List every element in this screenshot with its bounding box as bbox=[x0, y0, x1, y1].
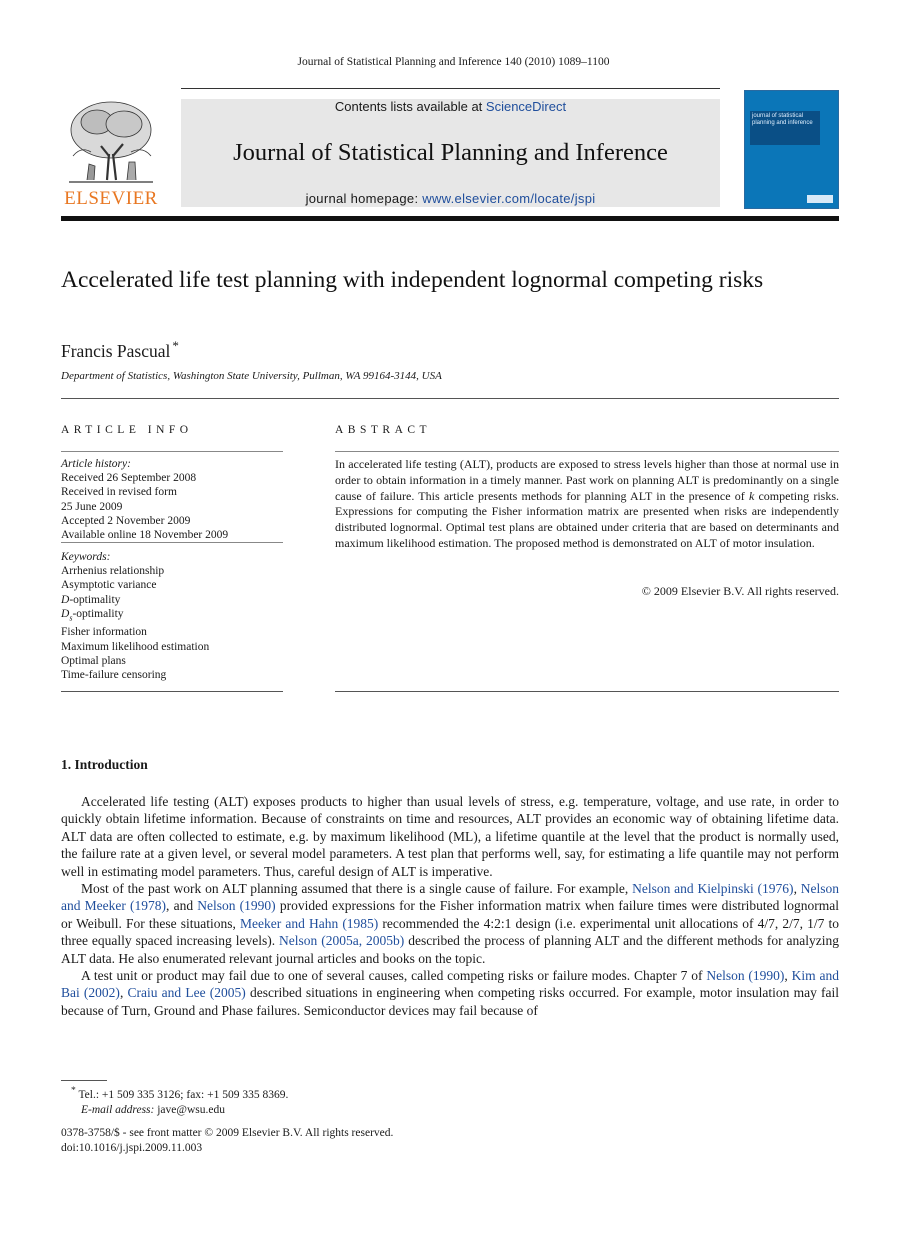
article-title: Accelerated life test planning with independent lognormal competing risks bbox=[61, 267, 764, 293]
running-head: Journal of Statistical Planning and Inference 140 (2010) 1089–1100 bbox=[297, 56, 610, 68]
masthead-top-rule bbox=[181, 88, 720, 89]
abstract-heading: ABSTRACT bbox=[335, 424, 432, 436]
abstract-bottom-rule bbox=[335, 691, 839, 692]
footnote-contact bbox=[61, 1083, 561, 1103]
history-accepted: Accepted 2 November 2009 bbox=[61, 514, 191, 527]
keyword-item: Arrhenius relationship bbox=[61, 565, 165, 578]
title-divider bbox=[61, 398, 839, 399]
text-run: , bbox=[119, 985, 128, 1001]
section-heading-introduction: 1. Introduction bbox=[61, 757, 148, 772]
homepage-link[interactable]: www.elsevier.com/locate/jspi bbox=[422, 191, 596, 206]
journal-cover-thumbnail[interactable] bbox=[744, 90, 839, 209]
keyword-item: D-optimality bbox=[61, 593, 121, 606]
history-online: Available online 18 November 2009 bbox=[61, 529, 229, 542]
author-affiliation: Department of Statistics, Washington State University, Pullman, WA 99164-3144, USA bbox=[61, 370, 442, 382]
cover-title: journal of statistical planning and inference bbox=[750, 111, 820, 145]
cover-elsevier-badge bbox=[807, 195, 833, 203]
keyword-item: Asymptotic variance bbox=[61, 579, 157, 592]
text-run: , bbox=[784, 968, 792, 984]
intro-paragraph-3 bbox=[61, 967, 839, 1019]
citation-link[interactable]: Meeker and Hahn (1985) bbox=[240, 915, 379, 931]
footnote-tel: Tel.: +1 509 335 3126; fax: +1 509 335 8369. bbox=[75, 1088, 289, 1101]
sciencedirect-link[interactable]: ScienceDirect bbox=[485, 99, 567, 114]
history-revised-label: Received in revised form bbox=[61, 486, 177, 499]
author-footnote-mark[interactable]: * bbox=[172, 338, 179, 353]
author-line bbox=[61, 338, 179, 362]
masthead-thick-rule bbox=[61, 216, 839, 221]
keyword-item: $D_s$-optimality bbox=[61, 607, 124, 623]
keyword-item: Fisher information bbox=[61, 626, 147, 639]
history-keywords-rule bbox=[61, 542, 283, 543]
keyword-item: Time-failure censoring bbox=[61, 668, 167, 681]
text-run: described situations in engineering when competing risks occurred. For example, motor insulation may fail because of Turn, Ground and Phase failures. Semiconductor devices may fail because of bbox=[61, 985, 840, 1018]
journal-name: Journal of Statistical Planning and Inference bbox=[233, 139, 668, 166]
introduction-body bbox=[61, 793, 839, 1019]
citation-link[interactable]: Nelson (2005a, 2005b) bbox=[279, 933, 405, 949]
front-matter-info bbox=[61, 1126, 393, 1156]
contents-prefix: Contents lists available at bbox=[334, 99, 486, 114]
journal-homepage bbox=[181, 191, 720, 206]
contents-available bbox=[181, 99, 720, 114]
abstract-copyright: © 2009 Elsevier B.V. All rights reserved. bbox=[641, 584, 839, 598]
citation-link[interactable]: Nelson and Meeker (1978) bbox=[61, 881, 840, 914]
text-run: A test unit or product may fail due to one of several causes, called competing risks or failure modes. Chapter 7 of bbox=[81, 968, 707, 984]
email-label: E-mail address: bbox=[81, 1104, 155, 1117]
citation-link[interactable]: Nelson and Kielpinski (1976) bbox=[632, 881, 794, 897]
keywords-label: Keywords: bbox=[61, 551, 111, 563]
keyword-item: Optimal plans bbox=[61, 654, 126, 667]
citation-link[interactable]: Craiu and Lee (2005) bbox=[127, 985, 246, 1001]
abstract-rule bbox=[335, 451, 839, 452]
author-footnote bbox=[61, 1083, 561, 1119]
text-run: recommended the 4:2:1 design (i.e. experimental unit allocations of 4/7, 2/7, 1/7 to three equally spaced increasing levels). bbox=[61, 915, 839, 949]
abstract-part: In accelerated life testing (ALT), products are exposed to stress levels higher than those at normal use in order to obtain information in a timely manner. Past work on planning ALT is predominantly on a single cause of failure. This article presents methods for planning ALT in the presence of bbox=[335, 457, 839, 503]
footnote-email bbox=[61, 1103, 561, 1119]
text-run: , bbox=[793, 881, 801, 897]
elsevier-tree-icon bbox=[61, 96, 161, 188]
text-run: , and bbox=[166, 898, 198, 914]
article-history bbox=[61, 457, 283, 542]
masthead-banner bbox=[181, 99, 720, 207]
citation-link[interactable]: Nelson (1990) bbox=[706, 968, 785, 984]
article-info-bottom-rule bbox=[61, 691, 283, 692]
intro-paragraph-1: Accelerated life testing (ALT) exposes products to higher than usual levels of stress, e.g. temperature, voltage, and use rate, in order to quickly obtain lifetime information. Because of constraints on time and resources, ALT provides an economic way of obtaining lifetime data. ALT data are often collected to estimate, e.g. by maximum likelihood (ML), a lifetime quantile at the level that the product is normally used, the failure rate at a given level, or several model parameters. A test plan that performs well, say, for estimating a life quantile may not perform well in estimating model parameters. Thus, careful design of ALT is imperative. bbox=[61, 794, 839, 879]
footnote-rule bbox=[61, 1080, 107, 1081]
citation-link[interactable]: Nelson (1990) bbox=[197, 898, 276, 914]
article-info-rule bbox=[61, 451, 283, 452]
elsevier-logo bbox=[61, 96, 161, 211]
history-received: Received 26 September 2008 bbox=[61, 472, 197, 485]
intro-paragraph-2 bbox=[61, 880, 839, 967]
keyword-item: Maximum likelihood estimation bbox=[61, 640, 210, 653]
text-run: Most of the past work on ALT planning assumed that there is a single cause of failure. For example, bbox=[81, 881, 633, 897]
issn-line: 0378-3758/$ - see front matter © 2009 Elsevier B.V. All rights reserved. bbox=[61, 1127, 394, 1139]
keywords-list bbox=[61, 550, 283, 682]
history-label: Article history: bbox=[61, 458, 131, 470]
article-info-heading: ARTICLE INFO bbox=[61, 424, 193, 436]
abstract-k: k bbox=[748, 488, 755, 503]
author-name: Francis Pascual bbox=[61, 340, 171, 361]
homepage-prefix: journal homepage: bbox=[305, 191, 423, 206]
doi-line[interactable]: doi:10.1016/j.jspi.2009.11.003 bbox=[61, 1142, 203, 1154]
publisher-wordmark: ELSEVIER bbox=[64, 188, 158, 209]
history-revised-date: 25 June 2009 bbox=[61, 500, 123, 513]
footnote-mark: * bbox=[71, 1085, 76, 1096]
text-run: provided expressions for the Fisher information matrix when failure times were distributed lognormal or Weibull. For these situations, bbox=[61, 898, 839, 931]
citation-link[interactable]: Kim and Bai (2002) bbox=[61, 968, 840, 1001]
email-address[interactable]: jave@wsu.edu bbox=[154, 1104, 225, 1117]
text-run: described the process of planning ALT and the different methods for analyzing ALT data. He also enumerated relevant journal articles and books on the topic. bbox=[61, 933, 840, 966]
abstract-text bbox=[335, 457, 839, 552]
abstract-part: competing risks. Expressions for computing the Fisher information matrix are presented when risks are independently distributed lognormal. Optimal test plans are obtained under criteria that are based on determinants and maximum likelihood estimation. The proposed method is demonstrated on ALT of motor insulation. bbox=[335, 488, 839, 550]
